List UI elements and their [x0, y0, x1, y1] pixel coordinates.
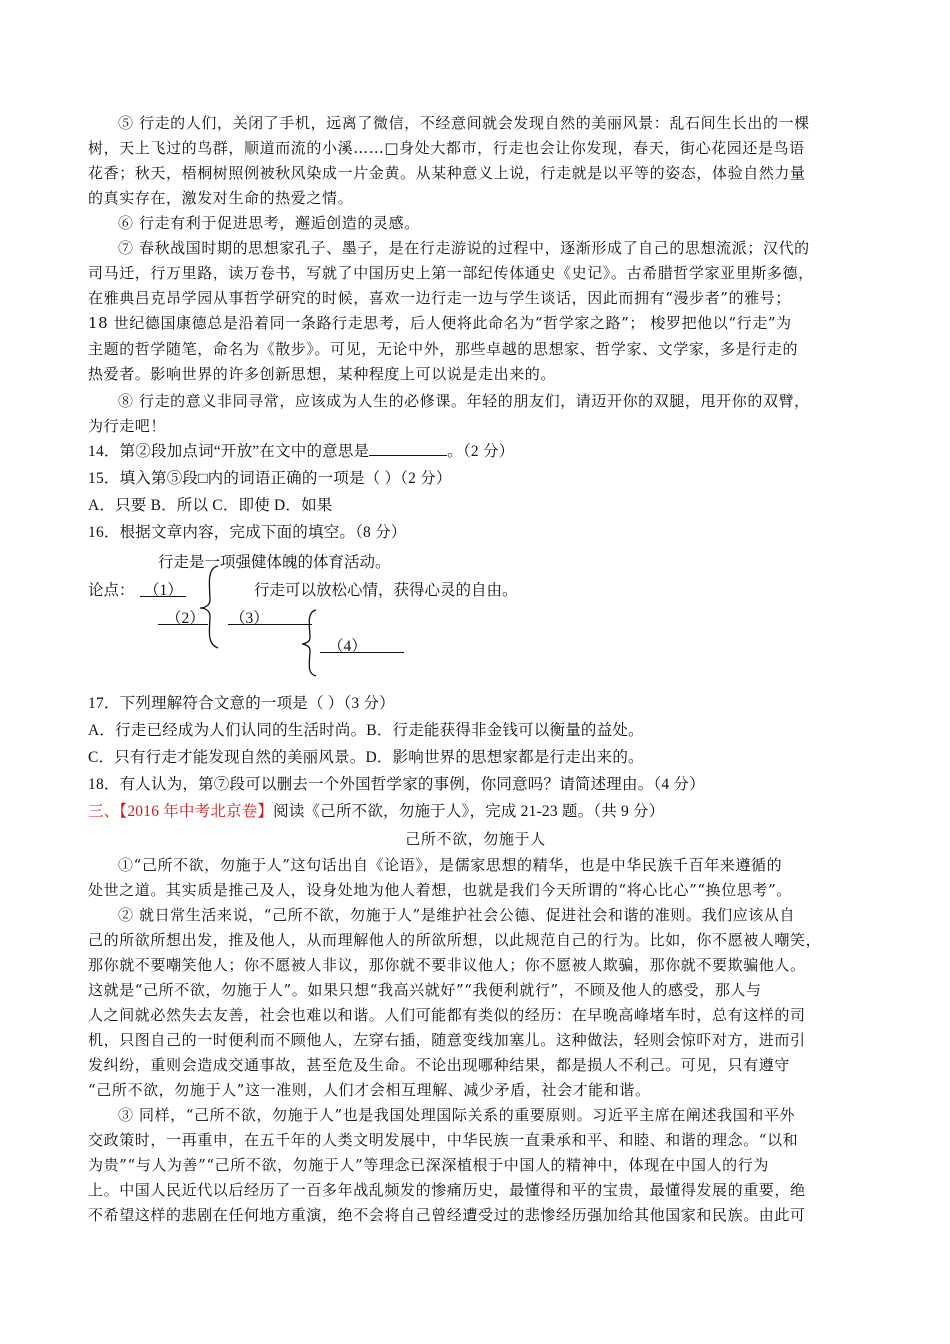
passage2-p3-line: 不希望这样的悲剧在任何地方重演，绝不会将自己曾经遭受过的悲惨经历强加给其他国家和民族。由此可 — [88, 1206, 806, 1224]
passage1-p7-line: 主题的哲学随笔，命名为《散步》。可见，无论中外，那些卓越的思想家、哲学家、文学家，多是行走的 — [88, 340, 799, 358]
question-16: 16．根据文章内容，完成下面的填空。（8 分） — [88, 524, 407, 541]
question-15-options: A．只要 B．所以 C．即使 D．如果 — [88, 497, 333, 514]
passage2-p3-line: 上。中国人民近代以后经历了一百多年战乱频发的惨痛历史，最懂得和平的宝贵，最懂得发展的重要，绝 — [88, 1181, 806, 1199]
passage1-p7-line: 在雅典吕克昂学园从事哲学研究的时候，喜欢一边行走一边与学生谈话，因此而拥有“漫步者”的雅号； — [88, 289, 791, 307]
passage1-p7-line: 18 世纪德国康德总是沿着同一条路行走思考，后人便将此命名为“哲学家之路”； 梭罗把他以“行走”为 — [88, 314, 792, 332]
passage2-p3-line: ③ 同样，“己所不欲，勿施于人”也是我国处理国际关系的重要原则。习近平主席在阐述我国和平外 — [118, 1106, 796, 1124]
question-17-options-cd: C．只有行走才能发现自然的美丽风景。D．影响世界的思想家都是行走出来的。 — [88, 749, 644, 766]
diagram-braces — [88, 548, 588, 688]
diagram-top-claim: 行走是一项强健体魄的体育活动。 — [158, 554, 391, 571]
passage2-p1-line: ①“己所不欲，勿施于人”这句话出自《论语》，是儒家思想的精华，也是中华民族千百年来遵循的 — [118, 856, 783, 874]
passage1-p5-line: 的真实存在，激发对生命的热爱之情。 — [88, 189, 354, 207]
passage2-p2-line: 发纠纷，重则会造成交通事故，甚至危及生命。不论出现哪种结果，都是损人不利己。可见，只有遵守 — [88, 1056, 791, 1074]
question-15: 15．填入第⑤段□内的词语正确的一项是（ ）（2 分） — [88, 470, 452, 487]
passage1-p8-line: 为行走吧！ — [88, 417, 167, 435]
question-18: 18．有人认为，第⑦段可以删去一个外国哲学家的事例，你同意吗？请简述理由。（4 分） — [88, 776, 705, 793]
question-14-score: 。（2 分） — [447, 443, 515, 460]
diagram-blank-4: （4） — [328, 638, 367, 655]
passage1-p7-line: 司马迁，行万里路，读万卷书，写就了中国历史上第一部纪传体通史《史记》。古希腊哲学家亚里斯多德， — [88, 264, 814, 282]
passage1-p5-line: ⑤ 行走的人们，关闭了手机，远离了微信，不经意间就会发现自然的美丽风景：乱石间生长出的一棵 — [118, 114, 810, 132]
question-17-options-ab: A．行走已经成为人们认同的生活时尚。B．行走能获得非金钱可以衡量的益处。 — [88, 722, 644, 739]
diagram-blank-3: （3） — [230, 610, 269, 627]
diagram-blank-1: （1） — [144, 582, 183, 599]
passage1-p5-line: 花香；秋天，梧桐树照例被秋风染成一片金黄。从某种意义上说，行走就是以平等的姿态，体验自然力量 — [88, 164, 806, 182]
diagram-blank-2: （2） — [166, 610, 205, 627]
passage2-p2-line: ② 就日常生活来说，“己所不欲，勿施于人”是维护社会公德、促进社会和谐的准则。我们应该从自 — [118, 906, 796, 924]
section-3-number: 三、 — [88, 803, 120, 820]
passage1-p8-line: ⑧ 行走的意义非同寻常，应该成为人生的必修课。年轻的朋友们，请迈开你的双腿，甩开你的双臂， — [118, 392, 810, 410]
passage1-p7-line: ⑦ 春秋战国时期的思想家孔子、墨子，是在行走游说的过程中，逐渐形成了自己的思想流派；汉代的 — [118, 239, 810, 257]
diagram-label: 论点： — [88, 582, 135, 599]
question-14-stem: 14．第②段加点词“开放”在文中的意思是 — [88, 443, 370, 460]
passage1-p5-line: 树，天上飞过的鸟群，顺道而流的小溪……□身处大都市，行走也会让你发现，春天，街心花园还是鸟语 — [88, 139, 805, 157]
passage2-p2-line: 己的所欲所想出发，推及他人，从而理解他人的所欲所想，以此规范自己的行为。比如，你不愿被人嘲笑， — [88, 931, 822, 949]
left-brace — [200, 566, 218, 648]
passage2-p3-line: 为贵”“与人为善”“己所不欲，勿施于人”等理念已深深植根于中国人的精神中，体现在中国人的行为 — [88, 1156, 769, 1174]
answer-blank[interactable] — [369, 441, 447, 456]
passage1-p6: ⑥ 行走有利于促进思考，邂逅创造的灵感。 — [118, 214, 420, 232]
right-brace — [302, 610, 316, 676]
section-3-instruction: 阅读《己所不欲，勿施于人》，完成 21-23 题。（共 9 分） — [273, 803, 665, 820]
passage2-p3-line: 交政策时，一再重申，在五千年的人类文明发展中，中华民族一直秉承和平、和睦、和谐的理念。“以和 — [88, 1131, 799, 1149]
section-3-source: 【2016 年中考北京卷】 — [119, 803, 274, 820]
passage2-p2-line: 这就是“己所不欲，勿施于人”。如果只想“我高兴就好”“我便利就行”，不顾及他人的感受，那人与 — [88, 981, 762, 999]
passage2-title: 己所不欲，勿施于人 — [405, 830, 546, 848]
passage1-p7-line: 热爱者。影响世界的许多创新思想，某种程度上可以说是走出来的。 — [88, 365, 557, 383]
question-17: 17．下列理解符合文意的一项是（ ）（3 分） — [88, 695, 395, 712]
passage2-p1-line: 处世之道。其实质是推己及人，设身处地为他人着想，也就是我们今天所谓的“将心比心”“换位思考”。 — [88, 881, 792, 899]
passage2-p2-line: “己所不欲，勿施于人”这一准则，人们才会相互理解、减少矛盾，社会才能和谐。 — [88, 1081, 651, 1099]
passage2-p2-line: 人之间就必然失去友善，社会也难以和谐。人们可能都有类似的经历：在早晚高峰堵车时，总有这样的司 — [88, 1006, 806, 1024]
question-14 — [88, 441, 863, 463]
section-3-heading — [88, 801, 863, 823]
passage2-p2-line: 机，只图自己的一时便利而不顾他人，左穿右插，随意变线加塞儿。这种做法，轻则会惊吓对方，进而引 — [88, 1031, 806, 1049]
argument-diagram — [88, 548, 588, 688]
passage2-p2-line: 那你就不要嘲笑他人；你不愿被人非议，那你就不要非议他人；你不愿被人欺骗，那你就不要欺骗他人。 — [88, 956, 806, 974]
diagram-mid-claim: 行走可以放松心情，获得心灵的自由。 — [254, 582, 518, 599]
